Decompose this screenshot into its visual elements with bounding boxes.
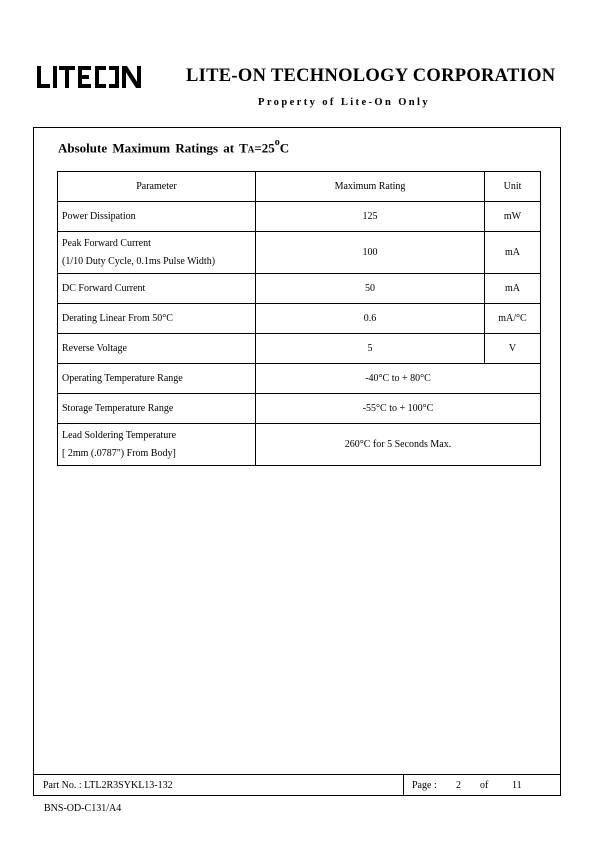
part-number: Part No. : LTL2R3SYKL13-132 — [43, 780, 173, 791]
rating-cell: 125 — [256, 202, 485, 232]
param-cell: Reverse Voltage — [58, 334, 256, 364]
param-cell: Operating Temperature Range — [58, 364, 256, 394]
header-unit: Unit — [485, 172, 541, 202]
table-row — [58, 202, 541, 232]
unit-cell: mA — [485, 274, 541, 304]
section-title: Absolute Maximum Ratings at $TA=25^oC$ — [58, 137, 290, 156]
param-cell: Power Dissipation — [58, 202, 256, 232]
unit-cell: mA/°C — [485, 304, 541, 334]
table-row — [58, 232, 541, 274]
param-cell: Storage Temperature Range — [58, 394, 256, 424]
page-number: 2 — [456, 780, 461, 791]
property-notice: Property of Lite-On Only — [258, 97, 431, 108]
rating-cell: 100 — [256, 232, 485, 274]
rating-cell: 5 — [256, 334, 485, 364]
of-label: of — [480, 780, 489, 791]
ratings-table — [57, 171, 541, 466]
table-header-row — [58, 172, 541, 202]
rating-cell: 0.6 — [256, 304, 485, 334]
document-id: BNS-OD-C131/A4 — [44, 803, 122, 814]
param-cell: Peak Forward Current (1/10 Duty Cycle, 0.1ms Pulse Width) — [58, 232, 256, 274]
table-row — [58, 304, 541, 334]
unit-cell: mA — [485, 232, 541, 274]
footer-divider — [403, 775, 404, 796]
header-parameter: Parameter — [58, 172, 256, 202]
table-row — [58, 334, 541, 364]
rating-cell: -55°C to + 100°C — [256, 394, 541, 424]
header-maximum-rating: Maximum Rating — [256, 172, 485, 202]
rating-cell: -40°C to + 80°C — [256, 364, 541, 394]
table-row — [58, 274, 541, 304]
rating-cell: 50 — [256, 274, 485, 304]
table-row — [58, 424, 541, 466]
table-row — [58, 394, 541, 424]
company-name: LITE-ON TECHNOLOGY CORPORATION — [186, 66, 556, 86]
unit-cell: V — [485, 334, 541, 364]
page-total: 11 — [512, 780, 522, 791]
page-label: Page : — [412, 780, 437, 791]
footer-bar — [33, 774, 561, 796]
liteon-logo — [37, 64, 145, 90]
rating-cell: 260°C for 5 Seconds Max. — [256, 424, 541, 466]
table-row — [58, 364, 541, 394]
page-indicator — [412, 780, 522, 791]
param-cell: Derating Linear From 50°C — [58, 304, 256, 334]
unit-cell: mW — [485, 202, 541, 232]
param-cell: Lead Soldering Temperature [ 2mm (.0787") From Body] — [58, 424, 256, 466]
param-cell: DC Forward Current — [58, 274, 256, 304]
